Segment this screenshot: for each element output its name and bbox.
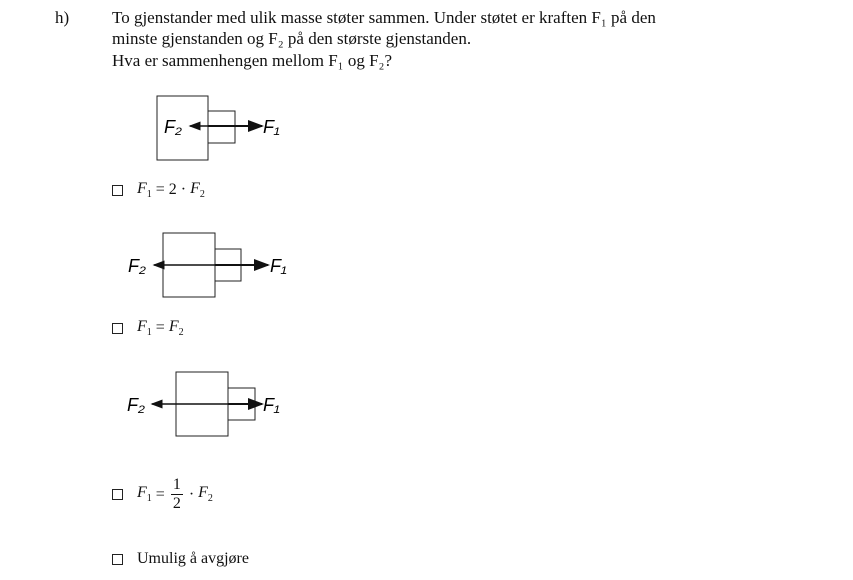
option-3[interactable]	[112, 476, 213, 513]
option-2-checkbox[interactable]	[112, 323, 123, 334]
diagram-2	[128, 233, 287, 297]
option-2[interactable]	[112, 318, 184, 338]
force-label-f1: F₁	[263, 117, 280, 137]
force-label-f2: F₂	[127, 395, 145, 415]
option-4-label: Umulig å avgjøre	[137, 550, 249, 567]
option-4-checkbox[interactable]	[112, 554, 123, 565]
diagram-1	[157, 96, 280, 160]
fraction: $\frac{1}{2}$	[172, 476, 181, 512]
option-2-formula: $F_1$ = $F_2$	[137, 318, 184, 339]
force-label-f1: F₁	[270, 256, 287, 276]
option-3-checkbox[interactable]	[112, 489, 123, 500]
option-1-checkbox[interactable]	[112, 185, 123, 196]
question-label: h)	[55, 8, 70, 27]
question-line-2: minste gjenstanden og F₂ på den største gjenstanden.	[112, 29, 472, 48]
option-3-formula: $F_1$ = $\frac{1}{2}$ · $F_2$	[137, 476, 213, 512]
option-4[interactable]	[112, 550, 249, 568]
option-1[interactable]	[112, 180, 205, 200]
force-label-f2: F₂	[164, 117, 182, 137]
force-label-f2: F₂	[128, 256, 146, 276]
question-line-1: To gjenstander med ulik masse støter sammen. Under støtet er kraften F₁ på den	[112, 8, 656, 27]
diagram-3	[127, 372, 280, 436]
question-line-3: Hva er sammenhengen mellom F₁ og F₂?	[112, 51, 393, 70]
force-label-f1: F₁	[263, 395, 280, 415]
option-1-formula: $F_1$ = 2 · $F_2$	[137, 180, 205, 201]
